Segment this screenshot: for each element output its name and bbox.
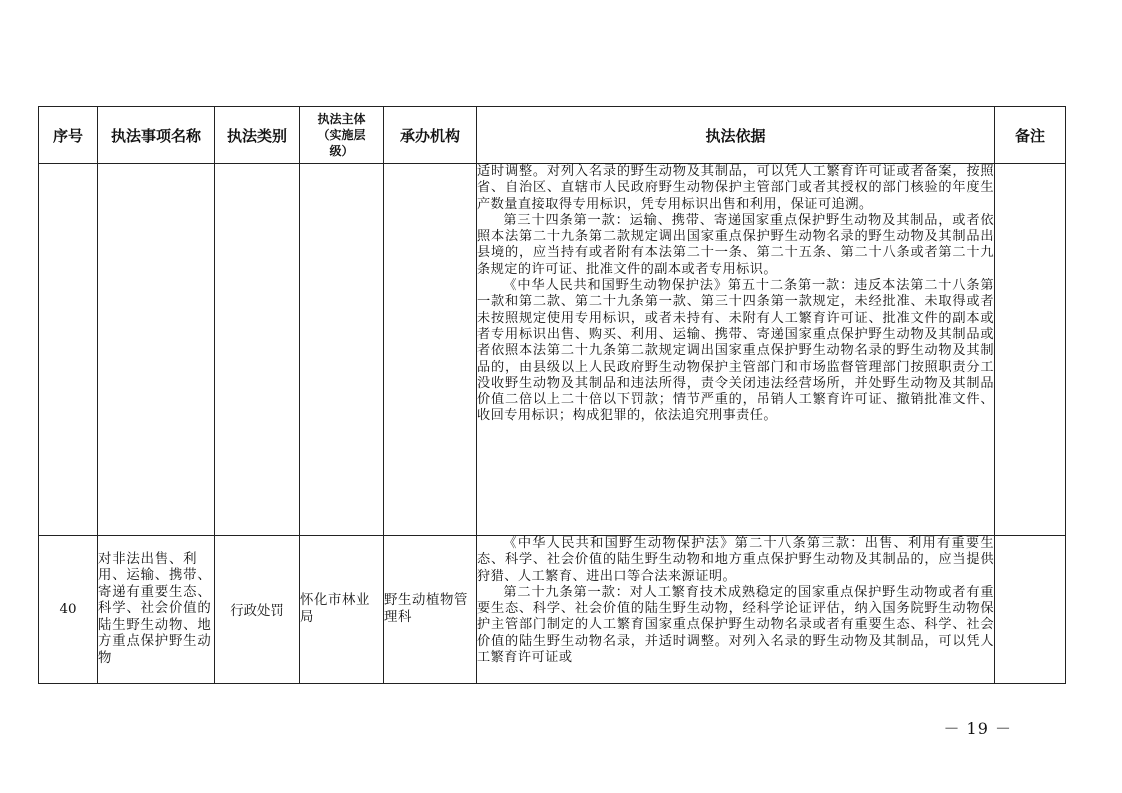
- header-handling-office: 承办机构: [384, 107, 477, 164]
- continued-serial-cell: [39, 164, 98, 536]
- page-number: － 19 －: [943, 719, 1012, 738]
- header-subject-line2: （实施层: [317, 128, 366, 142]
- table-header-row: [39, 107, 1066, 164]
- continued-type-cell: [215, 164, 300, 536]
- row-enforcement-type: 行政处罚: [215, 536, 300, 684]
- row-handling-office: 野生动植物管理科: [384, 536, 477, 684]
- header-enforcement-subject: [300, 107, 384, 164]
- basis-paragraph: 适时调整。对列入名录的野生动物及其制品，可以凭人工繁育许可证或者备案，按照省、自治区、直辖市人民政府野生动物保护主管部门或者其授权的部门核验的年度生产数量直接取得专用标识，凭专用标识出售和利用，保证可追溯。: [477, 164, 994, 212]
- enforcement-items-table: [38, 106, 1066, 684]
- row-legal-basis: [477, 536, 995, 684]
- continued-remark-cell: [995, 164, 1066, 536]
- header-subject-line3: 级）: [329, 144, 354, 158]
- basis-paragraph: 第三十四条第一款：运输、携带、寄递国家重点保护野生动物及其制品，或者依照本法第二十九条第二款规定调出国家重点保护野生动物名录的野生动物及其制品出县境的，应当持有或者附有本法第二十一条、第二十五条、第二十八条或者第二十九条规定的许可证、批准文件的副本或者专用标识。: [477, 212, 994, 277]
- header-subject-line1: 执法主体: [317, 112, 366, 126]
- basis-paragraph: 第二十九条第一款：对人工繁育技术成熟稳定的国家重点保护野生动物或者有重要生态、科学、社会价值的陆生野生动物，经科学论证评估，纳入国务院野生动物保护主管部门制定的人工繁育国家重点保护野生动物名录或者有重要生态、科学、社会价值的陆生野生动物名录，并适时调整。对列入名录的野生动物及其制品，可以凭人工繁育许可证或: [477, 584, 994, 666]
- header-item-name: 执法事项名称: [98, 107, 215, 164]
- row-enforcement-subject: 怀化市林业局: [300, 536, 384, 684]
- row-serial-number: 40: [39, 536, 98, 684]
- row-item-name: 对非法出售、利用、运输、携带、寄递有重要生态、科学、社会价值的陆生野生动物、地方重点保护野生动物: [98, 536, 215, 684]
- continued-subject-cell: [300, 164, 384, 536]
- table-row-continued: [39, 164, 1066, 536]
- row-remarks: [995, 536, 1066, 684]
- header-enforcement-type: 执法类别: [215, 107, 300, 164]
- basis-paragraph: 《中华人民共和国野生动物保护法》第二十八条第三款：出售、利用有重要生态、科学、社会价值的陆生野生动物和地方重点保护野生动物及其制品的，应当提供狩猎、人工繁育、进出口等合法来源证明。: [477, 536, 994, 584]
- header-remarks: 备注: [995, 107, 1066, 164]
- basis-paragraph: 《中华人民共和国野生动物保护法》第五十二条第一款：违反本法第二十八条第一款和第二款、第二十九条第一款、第三十四条第一款规定，未经批准、未取得或者未按照规定使用专用标识，或者未持有、未附有人工繁育许可证、批准文件的副本或者专用标识出售、购买、利用、运输、携带、寄递国家重点保护野生动物及其制品或者依照本法第二十九条第二款规定调出国家重点保护野生动物名录的野生动物及其制品的，由县级以上人民政府野生动物保护主管部门和市场监督管理部门按照职责分工没收野生动物及其制品和违法所得，责令关闭违法经营场所，并处野生动物及其制品价值二倍以上二十倍以下罚款；情节严重的，吊销人工繁育许可证、撤销批准文件、收回专用标识；构成犯罪的，依法追究刑事责任。: [477, 278, 994, 424]
- continued-org-cell: [384, 164, 477, 536]
- table-row: [39, 536, 1066, 684]
- header-legal-basis: 执法依据: [477, 107, 995, 164]
- continued-basis-cell: [477, 164, 995, 536]
- header-serial-number: 序号: [39, 107, 98, 164]
- continued-name-cell: [98, 164, 215, 536]
